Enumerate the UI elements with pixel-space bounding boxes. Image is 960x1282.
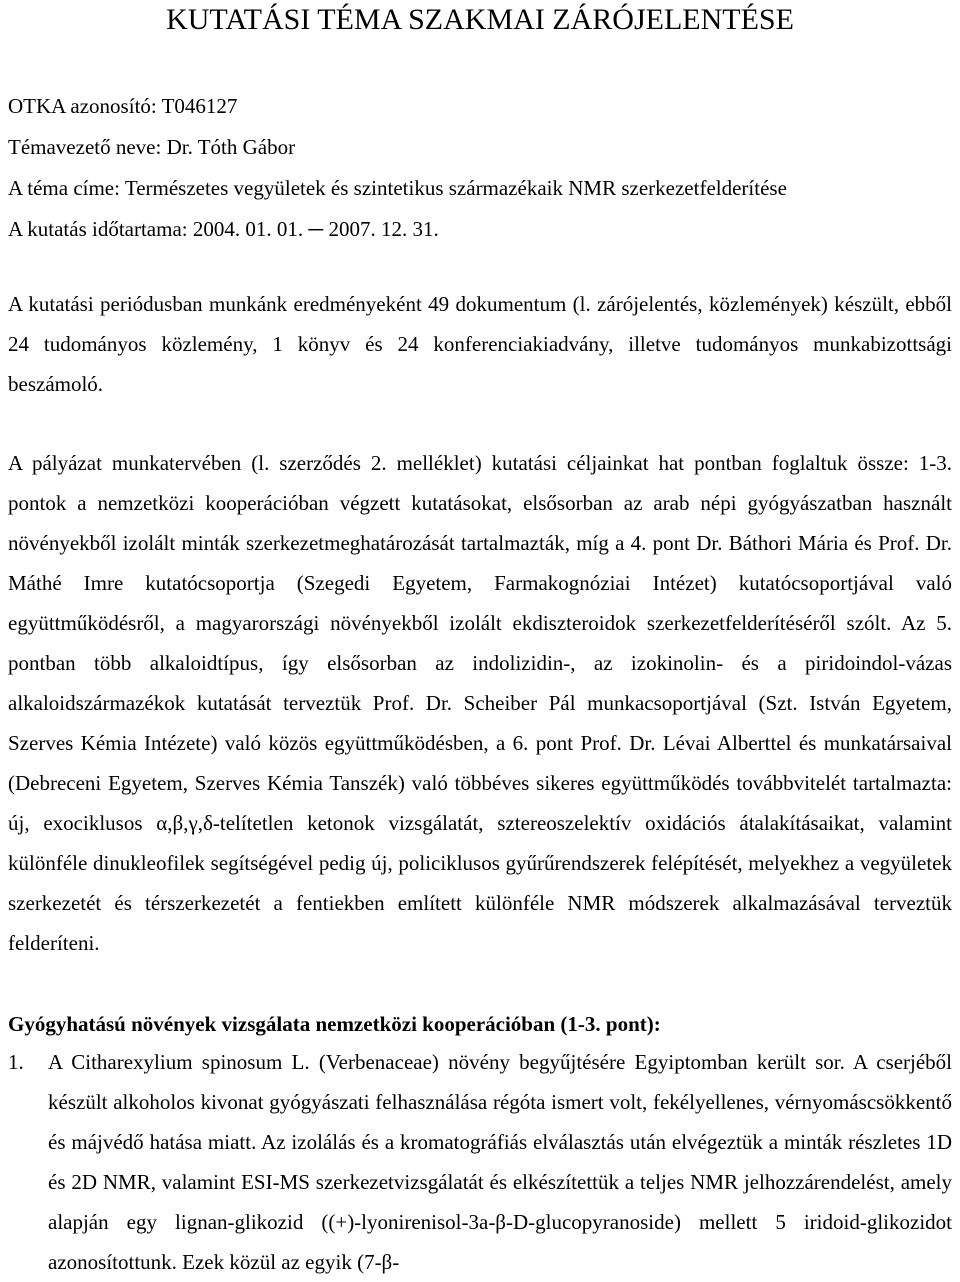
supervisor-name: Témavezető neve: Dr. Tóth Gábor [8,135,296,159]
paragraph-research-goals: A pályázat munkatervében (l. szerződés 2. melléklet) kutatási céljainkat hat pontban foglaltuk össze: 1-3. pontok a nemzetközi kooperációban végzett kutatásokat, elsősorban az arab népi gyógyászatban használt növényekből izolált minták szerkezetmeghatározását tartalmazták, míg a 4. pont Dr. Báthori Mária és Prof. Dr. Máthé Imre kutatócsoportja (Szegedi Egyetem, Farmakognóziai Intézet) kutatócsoportjával való együttműködésről, a magyarországi növényekből izolált ekdiszteroidok szerkezetfelderítéséről szólt. Az 5. pontban több alkaloidtípus, így elsősorban az indolizidin-, az izokinolin- és a piridoindol-vázas alkaloidszármazékok kutatását terveztük Prof. Dr. Scheiber Pál munkacsoportjával (Szt. István Egyetem, Szerves Kémia Intézete) való közös együttműködésben, a 6. pont Prof. Dr. Lévai Alberttel és munkatársaival (Debreceni Egyetem, Szerves Kémia Tanszék) való többéves sikeres együttműködés továbbvitelét tartalmazta: új, exociklusos α,β,γ,δ-telítetlen ketonok vizsgálatát, sztereoszelektív oxidációs átalakításaikat, valamint különféle dinukleofilek segítségével pedig új, policiklusos gyűrűrendszerek felépítését, melyekhez a vegyületek szerkezetét és térszerkezetét a fentiekben említett különféle NMR módszerek alkalmazásával terveztük felderíteni. [8,451,952,955]
list-item-text: A Citharexylium spinosum L. (Verbenaceae) növény begyűjtésére Egyiptomban került sor. A cserjéből készült alkoholos kivonat gyógyászati felhasználása régóta ismert volt, fekélyellenes, vérnyomáscsökkentő és májvédő hatása miatt. Az izolálás és a kromatográfiás elválasztás után elvégeztük a minták részletes 1D és 2D NMR, valamint ESI-MS szerkezetvizsgálatát és elkészítettük a teljes NMR jelhozzárendelést, amely alapján egy lignan-glikozid ((+)-lyonirenisol-3a-β-D-glucopyranoside) mellett 5 iridoid-glikozidot azonosítottunk. Ezek közül az egyik (7-β- [48,1050,952,1274]
research-duration: A kutatás időtartama: 2004. 01. 01. ─ 2007. 12. 31. [8,217,439,241]
document-meta [8,86,958,250]
section-heading: Gyógyhatású növények vizsgálata nemzetközi kooperációban (1-3. pont): [8,1012,661,1036]
otka-id: OTKA azonosító: T046127 [8,94,238,118]
document-title: KUTATÁSI TÉMA SZAKMAI ZÁRÓJELENTÉSE [166,3,794,36]
topic-title: A téma címe: Természetes vegyületek és szintetikus származékaik NMR szerkezetfelderítése [8,176,787,200]
list-item-number: 1. [8,1050,24,1074]
paragraph-results-summary: A kutatási periódusban munkánk eredményeként 49 dokumentum (l. zárójelentés, közlemények) készült, ebből 24 tudományos közlemény, 1 könyv és 24 konferenciakiadvány, illetve tudományos munkabizottsági beszámoló. [8,292,952,396]
